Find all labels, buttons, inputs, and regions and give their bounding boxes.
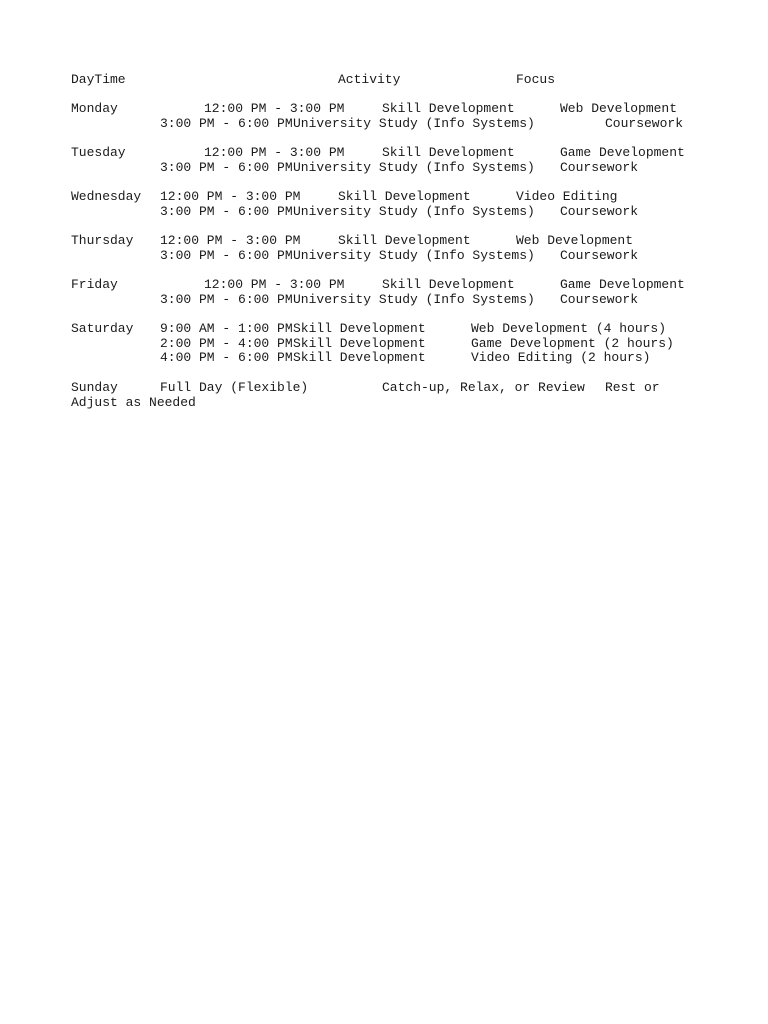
day-saturday: Saturday xyxy=(71,321,134,336)
saturday-activity-3: Skill Development xyxy=(293,350,426,365)
tuesday-activity-1: Skill Development xyxy=(382,145,515,160)
day-friday: Friday xyxy=(71,277,118,292)
friday-time-2: 3:00 PM - 6:00 PM xyxy=(160,292,293,307)
friday-activity-1: Skill Development xyxy=(382,277,515,292)
saturday-activity-1: Skill Development xyxy=(293,321,426,336)
saturday-time-3: 4:00 PM - 6:00 PM xyxy=(160,350,293,365)
wednesday-focus-1: Video Editing xyxy=(516,189,618,204)
sunday-activity: Catch-up, Relax, or Review xyxy=(382,380,585,395)
friday-focus-1: Game Development xyxy=(560,277,685,292)
monday-focus-1: Web Development xyxy=(560,101,678,116)
saturday-focus-3: Video Editing (2 hours) xyxy=(471,350,651,365)
saturday-time-2: 2:00 PM - 4:00 PM xyxy=(160,336,293,351)
sunday-focus-part2: Adjust as Needed xyxy=(71,395,196,410)
monday-time-2: 3:00 PM - 6:00 PM xyxy=(160,116,293,131)
day-tuesday: Tuesday xyxy=(71,145,126,160)
monday-activity-2: University Study (Info Systems) xyxy=(293,116,535,131)
thursday-activity-2: University Study (Info Systems) xyxy=(293,248,535,263)
saturday-focus-1: Web Development (4 hours) xyxy=(471,321,667,336)
tuesday-focus-1: Game Development xyxy=(560,145,685,160)
thursday-time-1: 12:00 PM - 3:00 PM xyxy=(160,233,301,248)
friday-activity-2: University Study (Info Systems) xyxy=(293,292,535,307)
day-wednesday: Wednesday xyxy=(71,189,142,204)
header-activity: Activity xyxy=(338,72,401,87)
day-thursday: Thursday xyxy=(71,233,134,248)
day-monday: Monday xyxy=(71,101,118,116)
wednesday-time-2: 3:00 PM - 6:00 PM xyxy=(160,204,293,219)
monday-focus-2: Coursework xyxy=(605,116,684,131)
tuesday-activity-2: University Study (Info Systems) xyxy=(293,160,535,175)
tuesday-time-2: 3:00 PM - 6:00 PM xyxy=(160,160,293,175)
thursday-activity-1: Skill Development xyxy=(338,233,471,248)
monday-time-1: 12:00 PM - 3:00 PM xyxy=(204,101,345,116)
tuesday-focus-2: Coursework xyxy=(560,160,639,175)
thursday-focus-2: Coursework xyxy=(560,248,639,263)
wednesday-time-1: 12:00 PM - 3:00 PM xyxy=(160,189,301,204)
saturday-focus-2: Game Development (2 hours) xyxy=(471,336,674,351)
wednesday-activity-2: University Study (Info Systems) xyxy=(293,204,535,219)
tuesday-time-1: 12:00 PM - 3:00 PM xyxy=(204,145,345,160)
day-sunday: Sunday xyxy=(71,380,118,395)
saturday-time-1: 9:00 AM - 1:00 PM xyxy=(160,321,293,336)
header-daytime: DayTime xyxy=(71,72,126,87)
saturday-activity-2: Skill Development xyxy=(293,336,426,351)
friday-focus-2: Coursework xyxy=(560,292,639,307)
thursday-time-2: 3:00 PM - 6:00 PM xyxy=(160,248,293,263)
monday-activity-1: Skill Development xyxy=(382,101,515,116)
header-focus: Focus xyxy=(516,72,556,87)
sunday-time: Full Day (Flexible) xyxy=(160,380,309,395)
wednesday-focus-2: Coursework xyxy=(560,204,639,219)
sunday-focus-part1: Rest or xyxy=(605,380,660,395)
wednesday-activity-1: Skill Development xyxy=(338,189,471,204)
thursday-focus-1: Web Development xyxy=(516,233,634,248)
friday-time-1: 12:00 PM - 3:00 PM xyxy=(204,277,345,292)
